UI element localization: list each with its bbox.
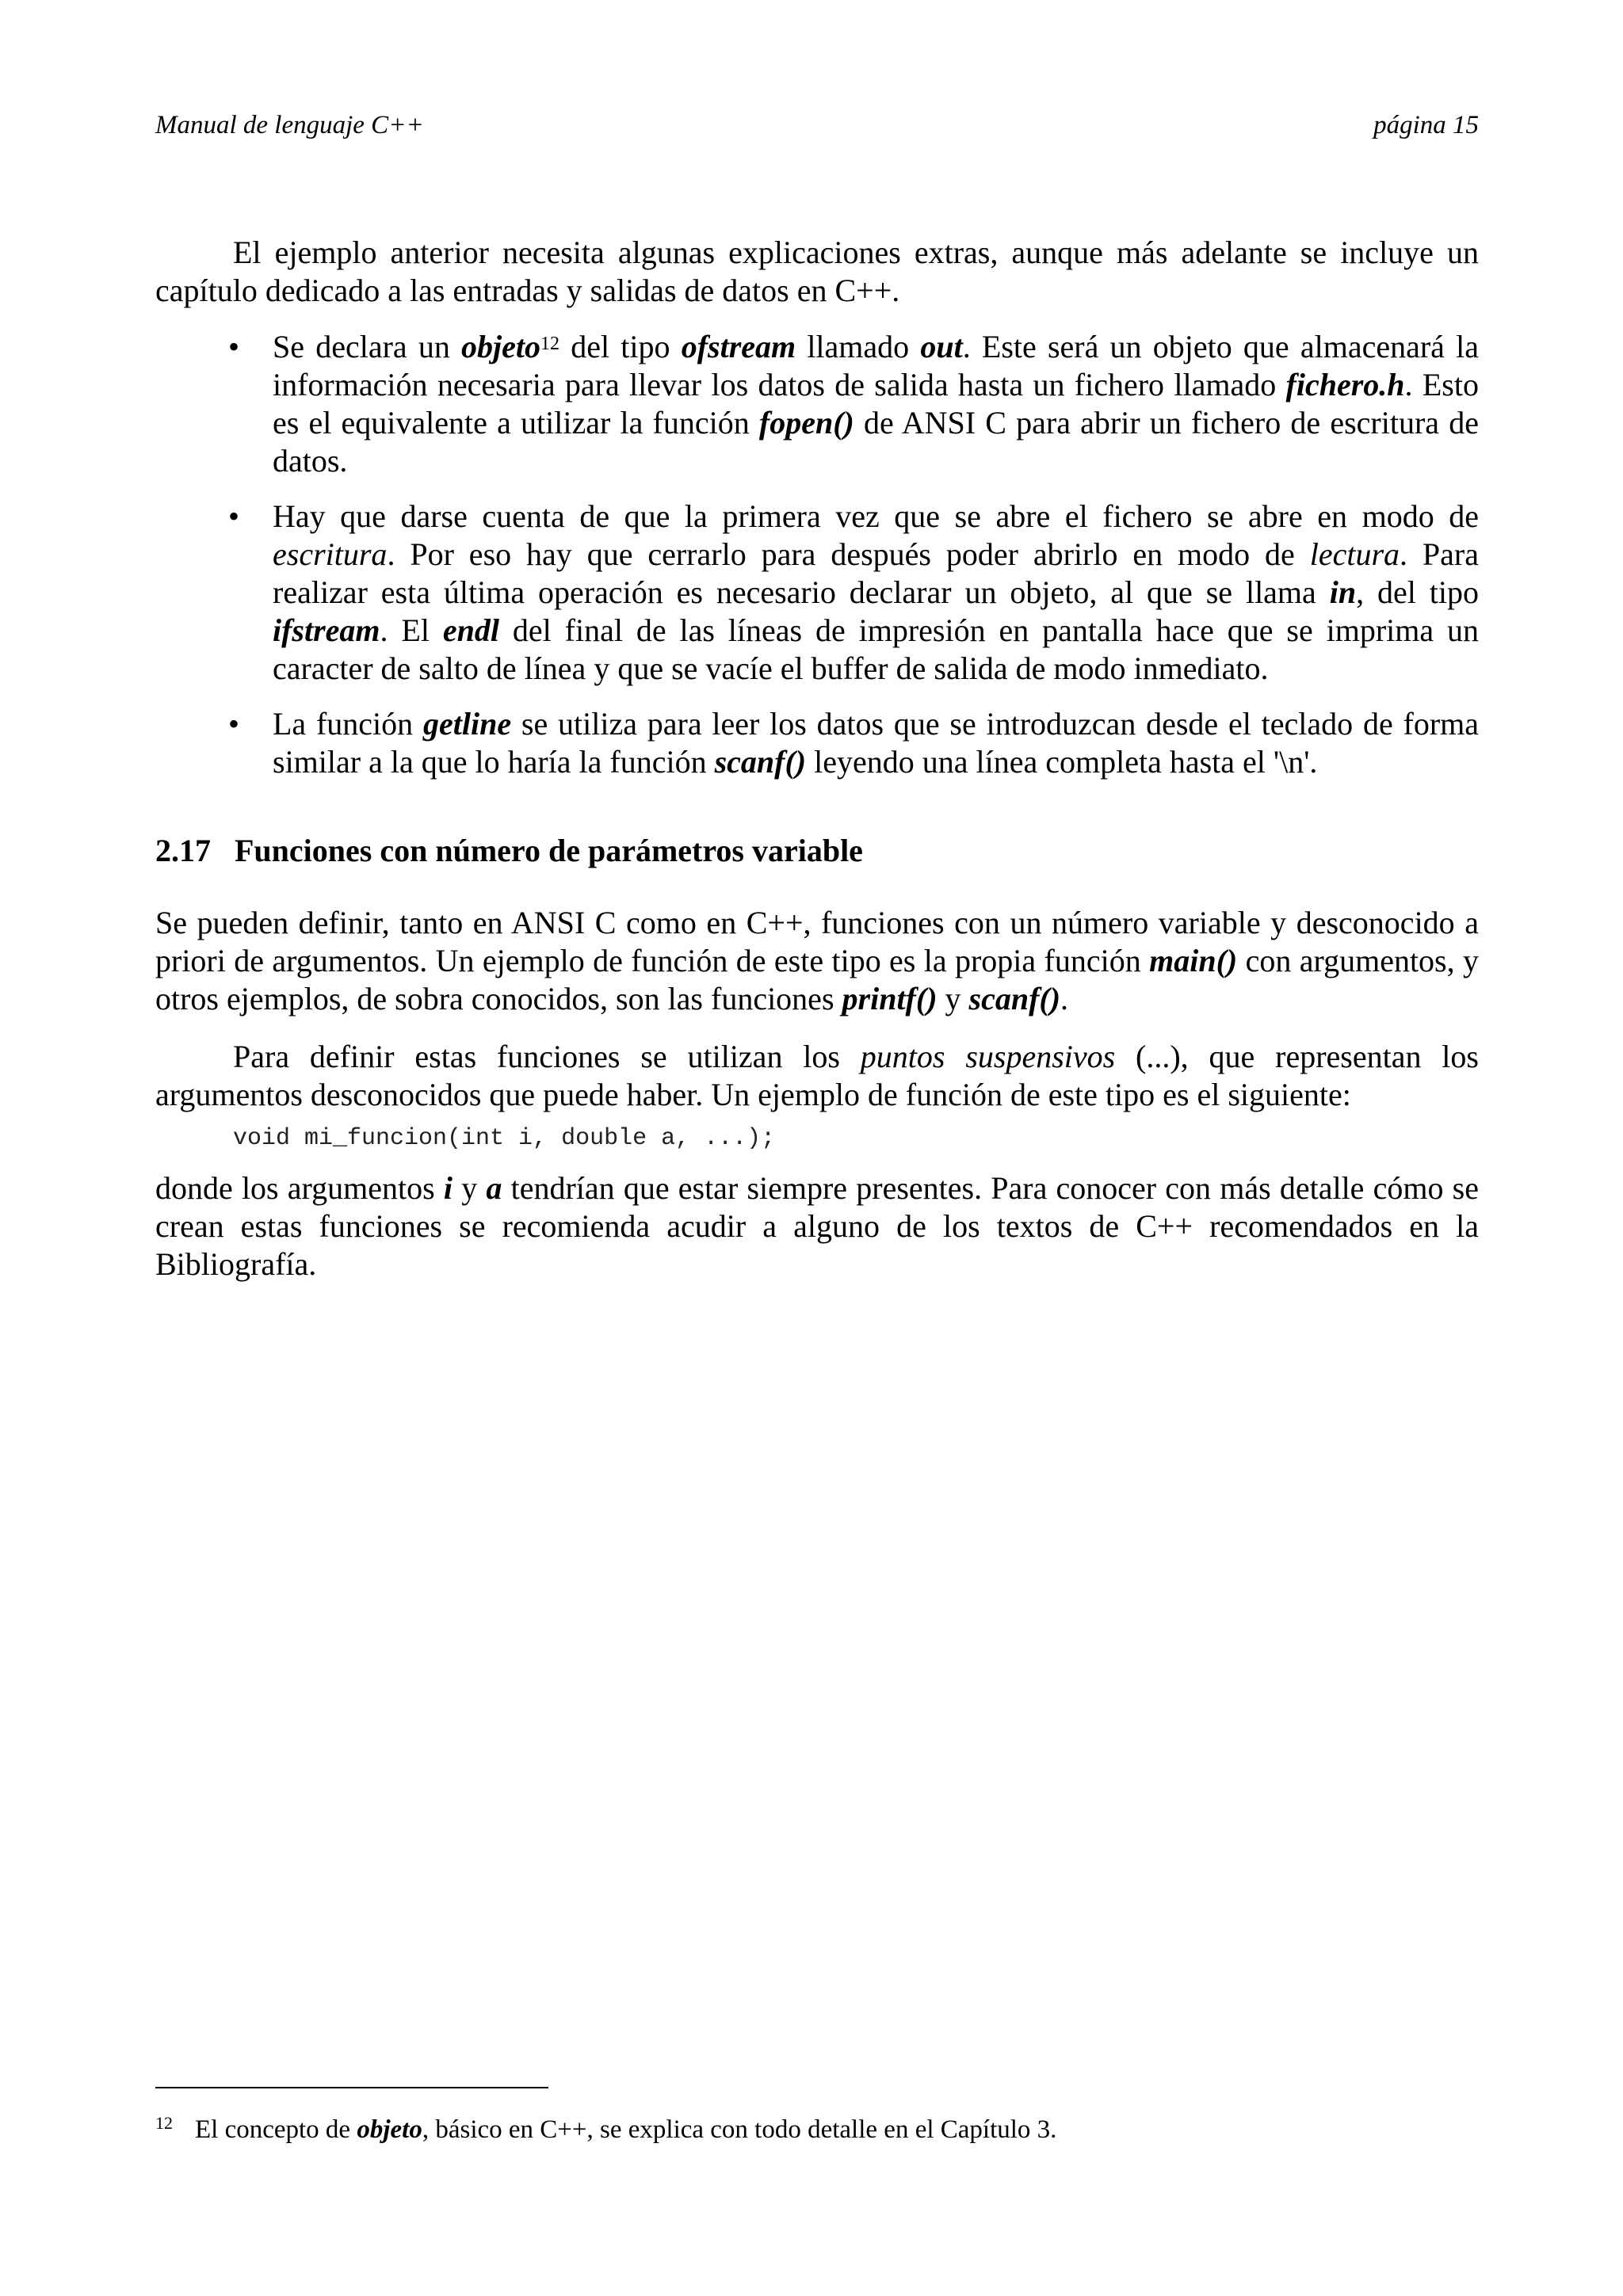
- term-i: i: [443, 1170, 453, 1206]
- term-main: main(): [1149, 943, 1238, 978]
- term-in: in: [1329, 574, 1357, 610]
- bullet-icon: [228, 705, 239, 743]
- term-escritura: escritura: [273, 536, 388, 572]
- term-getline: getline: [422, 706, 512, 742]
- term-printf: printf(): [842, 981, 938, 1016]
- paragraph-3: donde los argumentos i y a tendrían que estar siempre presentes. Para conocer con más detalle cómo se crean estas funciones se recomienda acudir a alguno de los textos de C++ recomendados en la Bibliografía.: [155, 1170, 1479, 1282]
- code-example: void mi_funcion(int i, double a, ...);: [233, 1125, 776, 1152]
- footnote-number: 12: [155, 2113, 173, 2133]
- term-puntos-suspensivos: puntos suspensivos: [860, 1039, 1116, 1074]
- intro-paragraph: [155, 234, 1479, 310]
- term-fichero: fichero.h: [1285, 367, 1405, 402]
- bullet-icon: [228, 498, 239, 536]
- term-lectura: lectura: [1309, 536, 1400, 572]
- section-title: Funciones con número de parámetros variable: [235, 833, 863, 868]
- term-fopen: fopen(): [758, 405, 854, 441]
- term-out: out: [920, 329, 963, 364]
- list-item: • Hay que darse cuenta de que la primera vez que se abre el fichero se abre en modo de escritura. Por eso hay que cerrarlo para después poder abrirlo en modo de lectura. Para realizar esta última operación es necesario declarar un objeto, al que se llama in, del tipo ifstream. El endl del final de las líneas de impresión en pantalla hace que se imprima un caracter de salto de línea y que se vacíe el buffer de salida de modo inmediato.: [155, 498, 1479, 688]
- term-endl: endl: [442, 612, 499, 648]
- term-objeto-footnote: objeto: [357, 2115, 422, 2144]
- footnote-divider: [155, 2087, 548, 2088]
- section-heading: [155, 832, 863, 870]
- term-ifstream: ifstream: [273, 612, 380, 648]
- intro-text: El ejemplo anterior necesita algunas explicaciones extras, aunque más adelante se incluye un capítulo dedicado a las entradas y salidas de datos en C++.: [155, 235, 1479, 308]
- list-item: • Se declara un objeto$^{12}$ del tipo ofstream llamado out. Este será un objeto que almacenará la información necesaria para llevar los datos de salida hasta un fichero llamado fichero.h. Esto es el equivalente a utilizar la función fopen() de ANSI C para abrir un fichero de escritura de datos.: [155, 328, 1479, 480]
- footnote: 12 El concepto de objeto, básico en C++, se explica con todo detalle en el Capítulo 3.: [155, 2114, 1479, 2145]
- paragraph-1: Se pueden definir, tanto en ANSI C como en C++, funciones con un número variable y desconocido a priori de argumentos. Un ejemplo de función de este tipo es la propia función main() con argumentos, y otros ejemplos, de sobra conocidos, son las funciones printf() y scanf().: [155, 905, 1479, 1016]
- bullet-list: [155, 328, 1479, 781]
- section-number: 2.17: [155, 833, 211, 868]
- footnote-ref: 12: [540, 334, 560, 354]
- term-scanf-2: scanf(): [968, 981, 1061, 1016]
- term-scanf: scanf(): [714, 744, 807, 780]
- term-a: a: [486, 1170, 502, 1206]
- list-item: • La función getline se utiliza para leer los datos que se introduzcan desde el teclado de forma similar a la que lo haría la función scanf() leyendo una línea completa hasta el '\n'.: [155, 705, 1479, 781]
- bullet-icon: [228, 328, 239, 366]
- header-title: Manual de lenguaje C++: [155, 111, 424, 139]
- header-page-number: página 15: [1373, 111, 1479, 139]
- term-objeto: objeto: [461, 329, 541, 364]
- term-ofstream: ofstream: [681, 329, 796, 364]
- paragraph-2: Para definir estas funciones se utilizan los puntos suspensivos (...), que representan los argumentos desconocidos que puede haber. Un ejemplo de función de este tipo es el siguiente:: [155, 1039, 1479, 1112]
